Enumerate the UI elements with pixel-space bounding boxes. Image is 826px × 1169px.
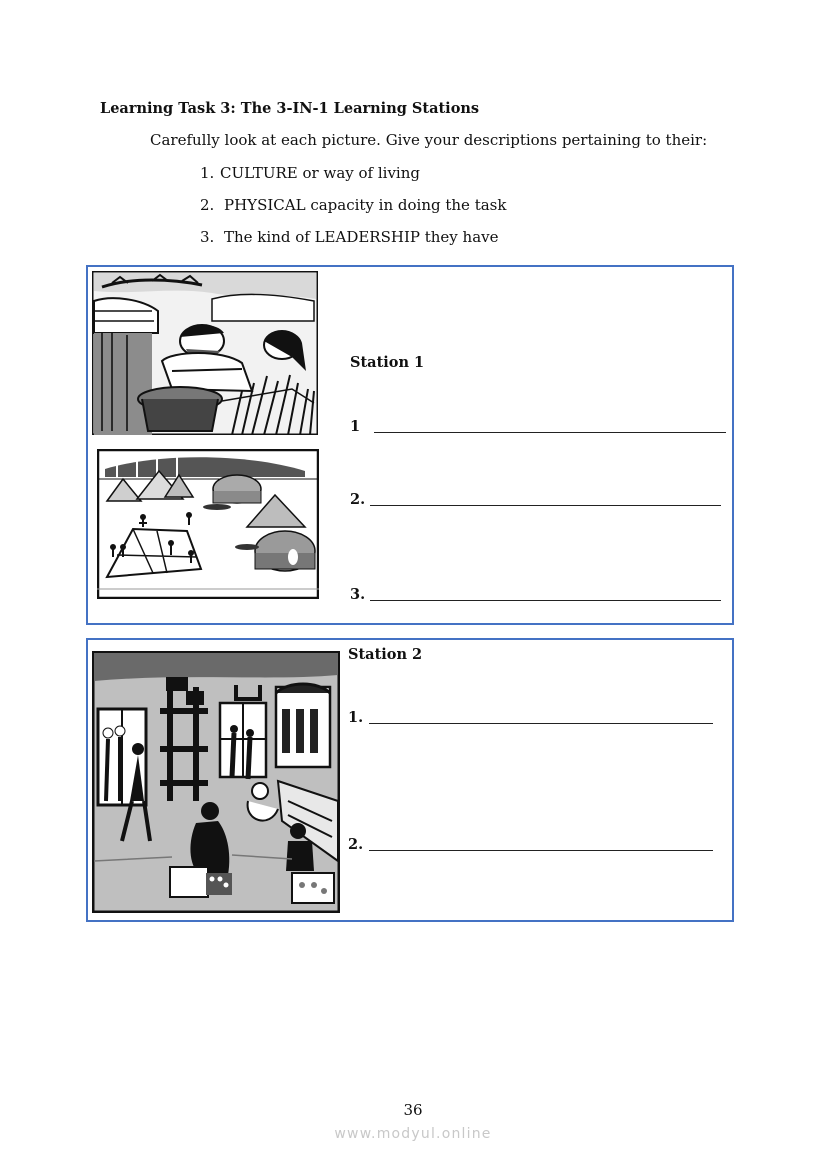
criterion-item — [200, 164, 420, 182]
station-1-village-illustration — [97, 449, 319, 599]
criterion-text: The kind of LEADERSHIP they have — [224, 228, 499, 246]
criterion-item — [200, 228, 499, 246]
station-2-answer-1-number: 1. — [348, 709, 364, 726]
station-1-answer-1-line[interactable] — [374, 432, 726, 433]
station-1-label: Station 1 — [350, 354, 425, 371]
instruction-text: Carefully look at each picture. Give your descriptions pertaining to their: — [150, 131, 708, 149]
task-title: Learning Task 3: The 3-IN-1 Learning Stations — [100, 100, 480, 117]
criterion-item — [200, 196, 506, 214]
station-1-answer-2-number: 2. — [350, 491, 366, 508]
criterion-text: CULTURE or way of living — [220, 164, 420, 182]
station-2-answer-2-number: 2. — [348, 836, 364, 853]
station-1-answer-2-line[interactable] — [370, 505, 721, 506]
station-1-harvest-illustration — [92, 271, 318, 435]
station-2-label: Station 2 — [348, 646, 423, 663]
page-number: 36 — [403, 1101, 423, 1119]
watermark: www.modyul.online — [334, 1126, 492, 1142]
criterion-number: 1. — [200, 164, 215, 182]
criterion-number: 3. — [200, 228, 215, 246]
station-2-workshop-illustration — [92, 651, 340, 913]
station-1-answer-3-number: 3. — [350, 586, 366, 603]
criterion-text: PHYSICAL capacity in doing the task — [224, 196, 507, 214]
station-2-answer-2-line[interactable] — [369, 850, 713, 851]
station-2-answer-1-line[interactable] — [369, 723, 713, 724]
station-1-answer-3-line[interactable] — [370, 600, 721, 601]
station-1-answer-1-number: 1 — [350, 418, 361, 435]
criterion-number: 2. — [200, 196, 215, 214]
